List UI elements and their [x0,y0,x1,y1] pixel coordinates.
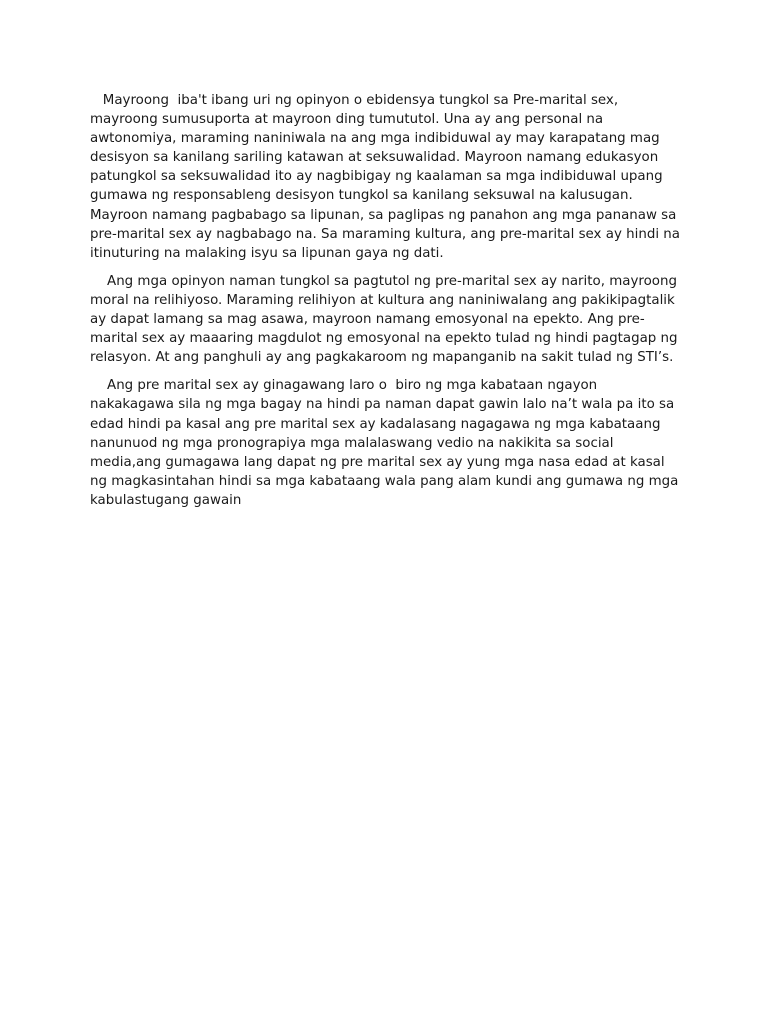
paragraph-2: Ang mga opinyon naman tungkol sa pagtutol ng pre-marital sex ay narito, mayroong moral na relihiyoso. Maraming relihiyon at kultura ang naniniwalang ang pakikipagtalik ay dapat lamang sa mag asawa, mayroon namang emosyonal na epekto. Ang pre-marital sex ay maaaring magdulot ng emosyonal na epekto tulad ng hindi pagtagap ng relasyon. At ang panghuli ay ang pagkakaroom ng mapanganib na sakit tulad ng STI’s. [90,273,682,366]
paragraph-3: Ang pre marital sex ay ginagawang laro o biro ng mga kabataan ngayon nakakagawa sila ng mga bagay na hindi pa naman dapat gawin lalo na’t wala pa ito sa edad hindi pa kasal ang pre marital sex ay kadalasang nagagawa ng mga kabataang nanunuod ng mga pronograpiya mga malalaswang vedio na nakikita sa social media,ang gumagawa lang dapat ng pre marital sex ay yung mga nasa edad at kasal ng magkasintahan hindi sa mga kabataang wala pang alam kundi ang gumawa ng mga kabulastugang gawain [90,378,683,508]
paragraph-1: Mayroong iba't ibang uri ng opinyon o ebidensya tungkol sa Pre-marital sex, mayroong sumusuporta at mayroon ding tumututol. Una ay ang personal na awtonomiya, maraming naniniwala na ang mga indibiduwal ay may karapatang mag desisyon sa kanilang sariling katawan at seksuwalidad. Mayroon namang edukasyon patungkol sa seksuwalidad ito ay nagbibigay ng kaalaman sa mga indibiduwal upang gumawa ng responsableng desisyon tungkol sa kanilang seksuwal na kalusugan. Mayroon namang pagbabago sa lipunan, sa paglipas ng panahon ang mga pananaw sa pre-marital sex ay nagbabago na. Sa maraming kultura, ang pre-marital sex ay hindi na itinuturing na malaking isyu sa lipunan gaya ng dati. [90,93,685,261]
document-body [90,91,685,519]
